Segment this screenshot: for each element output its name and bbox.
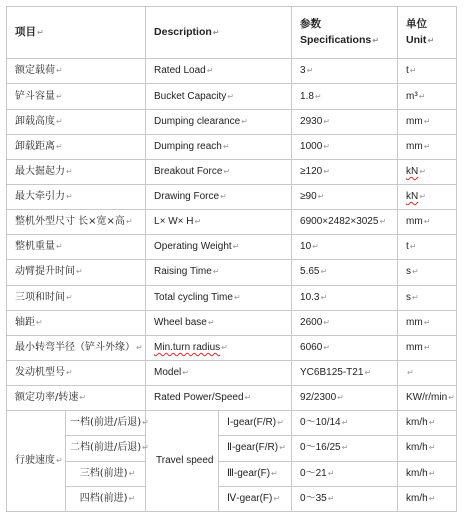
header-unit-cn: 单位 [406, 18, 428, 31]
header-unit-en-line [406, 32, 456, 49]
item-name-cn: 轴距 [15, 316, 35, 328]
spec-value: 1000 [300, 140, 323, 152]
spec-unit: kN [406, 191, 419, 203]
description-cell [146, 310, 292, 335]
spec-unit: mm [406, 341, 423, 353]
paragraph-mark: ↵ [244, 393, 252, 403]
header-unit-cell [398, 7, 457, 59]
unit-cell [398, 134, 457, 159]
spec-unit: mm [406, 115, 423, 127]
gear-name-cn: 二档(前进/后退) [70, 442, 142, 454]
gear-speed-unit: km/h [406, 467, 428, 479]
paragraph-mark: ↵ [412, 292, 419, 302]
gear-speed-value: 0～21 [300, 467, 327, 479]
spec-row [7, 84, 457, 109]
gear-value-cell [292, 486, 398, 511]
spec-row [7, 210, 457, 235]
paragraph-mark: ↵ [418, 91, 426, 101]
item-name-en: L× W× H [154, 216, 194, 228]
spec-unit: t [406, 65, 409, 77]
spec-value: 5.65 [300, 266, 320, 278]
paragraph-mark: ↵ [327, 493, 335, 503]
paragraph-mark: ↵ [428, 418, 436, 428]
item-name-en: Operating Weight [154, 241, 232, 253]
gear-name-cn: 四档(前进) [79, 492, 128, 504]
item-name-cn: 整机外型尺寸 长×宽×高 [15, 216, 125, 228]
paragraph-mark: ↵ [206, 66, 214, 76]
paragraph-mark: ↵ [241, 116, 248, 126]
value-cell [292, 310, 398, 335]
paragraph-mark: ↵ [66, 192, 73, 202]
paragraph-mark: ↵ [306, 66, 314, 76]
description-cell [146, 84, 292, 109]
value-cell [292, 386, 398, 411]
value-cell [292, 185, 398, 210]
gear-speed-unit: km/h [406, 442, 428, 454]
header-spec-cell [292, 7, 398, 59]
gear-code: Ⅳ-gear(F) [227, 492, 273, 504]
spec-value: 1.8 [300, 90, 314, 102]
header-spec-cn: 参数 [300, 18, 322, 31]
spec-row [7, 109, 457, 134]
gear-unit-cell [398, 461, 457, 486]
description-cell [146, 109, 292, 134]
spec-unit: KW/r/min [406, 392, 448, 404]
paragraph-mark: ↵ [56, 91, 63, 101]
item-name-en: Raising Time [154, 266, 212, 278]
paragraph-mark: ↵ [423, 141, 431, 151]
value-cell [292, 159, 398, 184]
paragraph-mark: ↵ [341, 443, 349, 453]
spec-row [7, 360, 457, 385]
item-name-cn: 铲斗容量 [15, 90, 55, 102]
paragraph-mark: ↵ [423, 342, 431, 352]
spec-unit: kN [406, 165, 419, 177]
gear-speed-value: 0～10/14 [300, 417, 341, 429]
paragraph-mark: ↵ [271, 468, 278, 478]
description-cell [146, 235, 292, 260]
header-unit-en: Unit [406, 34, 427, 47]
paragraph-mark: ↵ [182, 368, 189, 378]
value-cell [292, 84, 398, 109]
paragraph-mark: ↵ [428, 493, 436, 503]
paragraph-mark: ↵ [448, 393, 455, 403]
item-name-cn: 三项和时间 [15, 291, 65, 303]
spec-row [7, 134, 457, 159]
paragraph-mark: ↵ [423, 116, 431, 126]
paragraph-mark: ↵ [128, 493, 136, 503]
paragraph-mark: ↵ [427, 36, 435, 46]
header-item-cell [7, 7, 146, 59]
value-cell [292, 360, 398, 385]
unit-cell [398, 109, 457, 134]
paragraph-mark: ↵ [409, 66, 417, 76]
item-cell [7, 59, 146, 84]
item-name-en: Dumping reach [154, 140, 222, 152]
item-name-cn: 额定功率/转速 [15, 392, 79, 404]
value-cell [292, 235, 398, 260]
item-cell [7, 210, 146, 235]
gear-code: Ⅰ-gear(F/R) [227, 417, 277, 429]
item-name-en: Drawing Force [154, 191, 220, 203]
header-spec-en: Specifications [300, 34, 372, 47]
gear-value-cell [292, 461, 398, 486]
item-name-cn: 最小转弯半径（铲斗外缘） [15, 341, 135, 353]
paragraph-mark: ↵ [66, 292, 73, 302]
item-cell [7, 310, 146, 335]
paragraph-mark: ↵ [428, 443, 436, 453]
item-name-cn: 整机重量 [15, 241, 55, 253]
spec-value: YC6B125-T21 [300, 367, 364, 379]
spec-unit: t [406, 241, 409, 253]
unit-cell [398, 360, 457, 385]
item-cell [7, 185, 146, 210]
paragraph-mark: ↵ [66, 368, 73, 378]
gear-value-cell [292, 411, 398, 436]
item-cell [7, 260, 146, 285]
description-cell [146, 335, 292, 360]
unit-cell [398, 210, 457, 235]
item-name-en: Dumping clearance [154, 115, 241, 127]
item-name-en: Model [154, 367, 182, 379]
paragraph-mark: ↵ [222, 141, 230, 151]
paragraph-mark: ↵ [56, 141, 63, 151]
paragraph-mark: ↵ [279, 443, 286, 453]
spec-unit: s [406, 291, 412, 303]
travel-speed-cell [146, 411, 219, 512]
paragraph-mark: ↵ [194, 217, 202, 227]
paragraph-mark: ↵ [428, 468, 436, 478]
gear-name-cell [66, 411, 149, 436]
paragraph-mark: ↵ [323, 342, 330, 352]
header-row [7, 7, 457, 59]
unit-cell [398, 185, 457, 210]
item-cell [7, 360, 146, 385]
item-name-cn: 最大掘起力 [15, 165, 65, 177]
description-cell [146, 260, 292, 285]
paragraph-mark: ↵ [76, 267, 83, 277]
gear-name-cn: 三档(前进) [79, 467, 128, 479]
item-name-en: Wheel base [154, 316, 207, 328]
paragraph-mark: ↵ [323, 116, 330, 126]
paragraph-mark: ↵ [56, 456, 63, 466]
item-name-cn: 动臂提升时间 [15, 266, 75, 278]
paragraph-mark: ↵ [273, 493, 281, 503]
value-cell [292, 335, 398, 360]
paragraph-mark: ↵ [142, 443, 149, 453]
travel-speed-row [7, 461, 457, 486]
gear-unit-cell [398, 486, 457, 511]
spec-unit: mm [406, 140, 423, 152]
gear-code-cell [219, 461, 292, 486]
spec-unit: s [406, 266, 412, 278]
unit-cell [398, 260, 457, 285]
item-name-en: Rated Load [154, 65, 206, 77]
spec-value: 3 [300, 65, 306, 77]
gear-speed-value: 0～16/25 [300, 442, 341, 454]
description-cell [146, 59, 292, 84]
paragraph-mark: ↵ [341, 418, 349, 428]
spec-unit: m³ [406, 90, 418, 102]
paragraph-mark: ↵ [56, 242, 63, 252]
gear-code-cell [219, 411, 292, 436]
description-cell [146, 210, 292, 235]
paragraph-mark: ↵ [364, 368, 372, 378]
travel-group-label-cn: 行驶速度 [15, 455, 55, 467]
description-cell [146, 285, 292, 310]
gear-speed-unit: km/h [406, 417, 428, 429]
spec-row [7, 235, 457, 260]
unit-cell [398, 159, 457, 184]
gear-unit-cell [398, 411, 457, 436]
paragraph-mark: ↵ [317, 192, 325, 202]
item-cell [7, 159, 146, 184]
gear-value-cell [292, 436, 398, 461]
paragraph-mark: ↵ [66, 166, 73, 176]
paragraph-mark: ↵ [320, 292, 328, 302]
header-description: Description [154, 26, 212, 39]
paragraph-mark: ↵ [314, 91, 322, 101]
paragraph-mark: ↵ [212, 28, 220, 38]
paragraph-mark: ↵ [312, 242, 319, 252]
item-name-en: Total cycling Time [154, 291, 233, 303]
gear-code: Ⅲ-gear(F) [227, 467, 271, 479]
paragraph-mark: ↵ [323, 166, 330, 176]
description-cell [146, 159, 292, 184]
item-name-en: Rated Power/Speed [154, 392, 244, 404]
item-name-cn: 发动机型号 [15, 367, 65, 379]
paragraph-mark: ↵ [232, 242, 240, 252]
paragraph-mark: ↵ [79, 393, 87, 403]
travel-speed-row [7, 411, 457, 436]
paragraph-mark: ↵ [323, 317, 330, 327]
travel-speed-row [7, 486, 457, 511]
unit-cell [398, 235, 457, 260]
spec-row [7, 159, 457, 184]
paragraph-mark: ↵ [220, 192, 227, 202]
item-cell [7, 109, 146, 134]
gear-speed-unit: km/h [406, 492, 428, 504]
paragraph-mark: ↵ [423, 317, 431, 327]
item-name-cn: 卸载距离 [15, 140, 55, 152]
spec-value: 92/2300 [300, 392, 337, 404]
spec-table-body [7, 7, 457, 512]
paragraph-mark: ↵ [423, 217, 431, 227]
spec-unit: mm [406, 316, 423, 328]
paragraph-mark: ↵ [419, 192, 426, 202]
paragraph-mark: ↵ [320, 267, 328, 277]
item-cell [7, 84, 146, 109]
item-name-cn: 额定载荷 [15, 65, 55, 77]
description-cell [146, 386, 292, 411]
value-cell [292, 134, 398, 159]
paragraph-mark: ↵ [233, 292, 241, 302]
paragraph-mark: ↵ [412, 267, 419, 277]
spec-value: 2600 [300, 316, 323, 328]
paragraph-mark: ↵ [409, 242, 417, 252]
paragraph-mark: ↵ [56, 116, 63, 126]
unit-cell [398, 84, 457, 109]
value-cell [292, 109, 398, 134]
item-cell [7, 285, 146, 310]
spec-row [7, 310, 457, 335]
paragraph-mark: ↵ [407, 368, 414, 378]
paragraph-mark: ↵ [207, 317, 215, 327]
paragraph-mark: ↵ [277, 418, 284, 428]
unit-cell [398, 59, 457, 84]
item-name-en: Breakout Force [154, 165, 223, 177]
spec-row [7, 386, 457, 411]
spec-unit: mm [406, 216, 423, 228]
spec-value: 10.3 [300, 291, 320, 303]
spec-row [7, 335, 457, 360]
gear-name-cn: 一档(前进/后退) [70, 417, 142, 429]
gear-name-cell [66, 436, 149, 461]
unit-cell [398, 386, 457, 411]
spec-value: 10 [300, 241, 312, 253]
unit-cell [398, 335, 457, 360]
paragraph-mark: ↵ [419, 166, 426, 176]
value-cell [292, 210, 398, 235]
paragraph-mark: ↵ [36, 317, 43, 327]
description-cell [146, 360, 292, 385]
gear-name-cell [66, 461, 146, 486]
paragraph-mark: ↵ [379, 217, 387, 227]
value-cell [292, 285, 398, 310]
paragraph-mark: ↵ [223, 166, 231, 176]
item-name-en: Min.turn radius [154, 341, 221, 353]
spec-row [7, 260, 457, 285]
spec-row [7, 185, 457, 210]
description-cell [146, 134, 292, 159]
spec-value: 2930 [300, 115, 323, 127]
spec-value: ≥120 [300, 165, 323, 177]
item-cell [7, 134, 146, 159]
paragraph-mark: ↵ [221, 342, 228, 352]
paragraph-mark: ↵ [37, 28, 44, 38]
item-name-cn: 卸载高度 [15, 115, 55, 127]
item-cell [7, 235, 146, 260]
description-cell [146, 185, 292, 210]
paragraph-mark: ↵ [372, 36, 379, 46]
unit-cell [398, 285, 457, 310]
spec-value: 6900×2482×3025 [300, 216, 379, 228]
paragraph-mark: ↵ [142, 418, 149, 428]
spec-value: 6060 [300, 341, 323, 353]
paragraph-mark: ↵ [323, 141, 330, 151]
paragraph-mark: ↵ [136, 342, 143, 352]
header-description-cell [146, 7, 292, 59]
gear-unit-cell [398, 436, 457, 461]
item-cell [7, 386, 146, 411]
item-name-cn: 最大牵引力 [15, 191, 65, 203]
unit-cell [398, 310, 457, 335]
paragraph-mark: ↵ [56, 66, 63, 76]
gear-code: Ⅱ-gear(F/R) [227, 442, 279, 454]
travel-speed-row [7, 436, 457, 461]
spec-value: ≥90 [300, 191, 317, 203]
paragraph-mark: ↵ [212, 267, 220, 277]
spec-table [6, 6, 457, 512]
header-spec-en-line [300, 32, 397, 49]
travel-group-label-en: Travel speed [156, 455, 214, 467]
paragraph-mark: ↵ [125, 217, 133, 227]
value-cell [292, 59, 398, 84]
paragraph-mark: ↵ [337, 393, 344, 403]
spec-row [7, 285, 457, 310]
gear-speed-value: 0～35 [300, 492, 327, 504]
paragraph-mark: ↵ [227, 91, 234, 101]
paragraph-mark: ↵ [128, 468, 136, 478]
paragraph-mark: ↵ [327, 468, 335, 478]
gear-code-cell [219, 436, 292, 461]
spec-row [7, 59, 457, 84]
value-cell [292, 260, 398, 285]
header-item: 项目 [15, 26, 36, 39]
travel-group-cell [7, 411, 66, 512]
gear-name-cell [66, 486, 146, 511]
item-cell [7, 335, 146, 360]
item-name-en: Bucket Capacity [154, 90, 227, 102]
gear-code-cell [219, 486, 292, 511]
